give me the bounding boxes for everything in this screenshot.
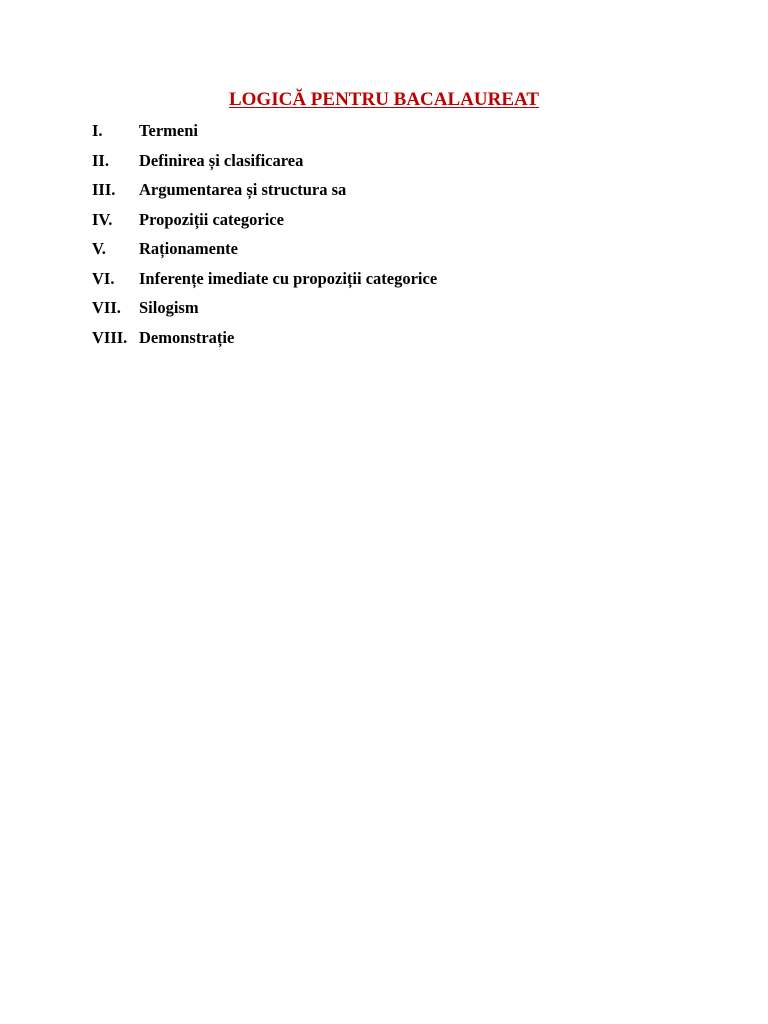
table-of-contents [92, 120, 437, 356]
toc-item [92, 297, 437, 327]
toc-item-number: V. [92, 239, 106, 258]
toc-item [92, 150, 437, 180]
toc-item-label: Definirea și clasificarea [139, 150, 304, 170]
toc-item-label: Propoziții categorice [139, 209, 284, 229]
toc-item-number: III. [92, 180, 116, 199]
toc-item-number: VII. [92, 298, 121, 317]
document-title: LOGICĂ PENTRU BACALAUREAT [228, 89, 539, 110]
toc-item-label: Termeni [139, 121, 198, 140]
toc-item [92, 238, 437, 268]
toc-item-label: Demonstrație [139, 327, 235, 347]
toc-item [92, 179, 437, 209]
toc-item-number: II. [92, 150, 109, 170]
toc-item [92, 268, 437, 298]
toc-item-label: Silogism [139, 298, 199, 317]
toc-item [92, 120, 437, 150]
toc-item-number: VIII. [92, 327, 128, 347]
toc-item-number: I. [92, 121, 103, 140]
toc-item [92, 209, 437, 239]
toc-item-label: Raționamente [139, 239, 238, 258]
toc-item-number: VI. [92, 268, 115, 288]
toc-item-number: IV. [92, 209, 113, 229]
toc-item [92, 327, 437, 357]
toc-item-label: Argumentarea și structura sa [139, 180, 347, 199]
toc-item-label: Inferențe imediate cu propoziții categorice [139, 268, 438, 288]
